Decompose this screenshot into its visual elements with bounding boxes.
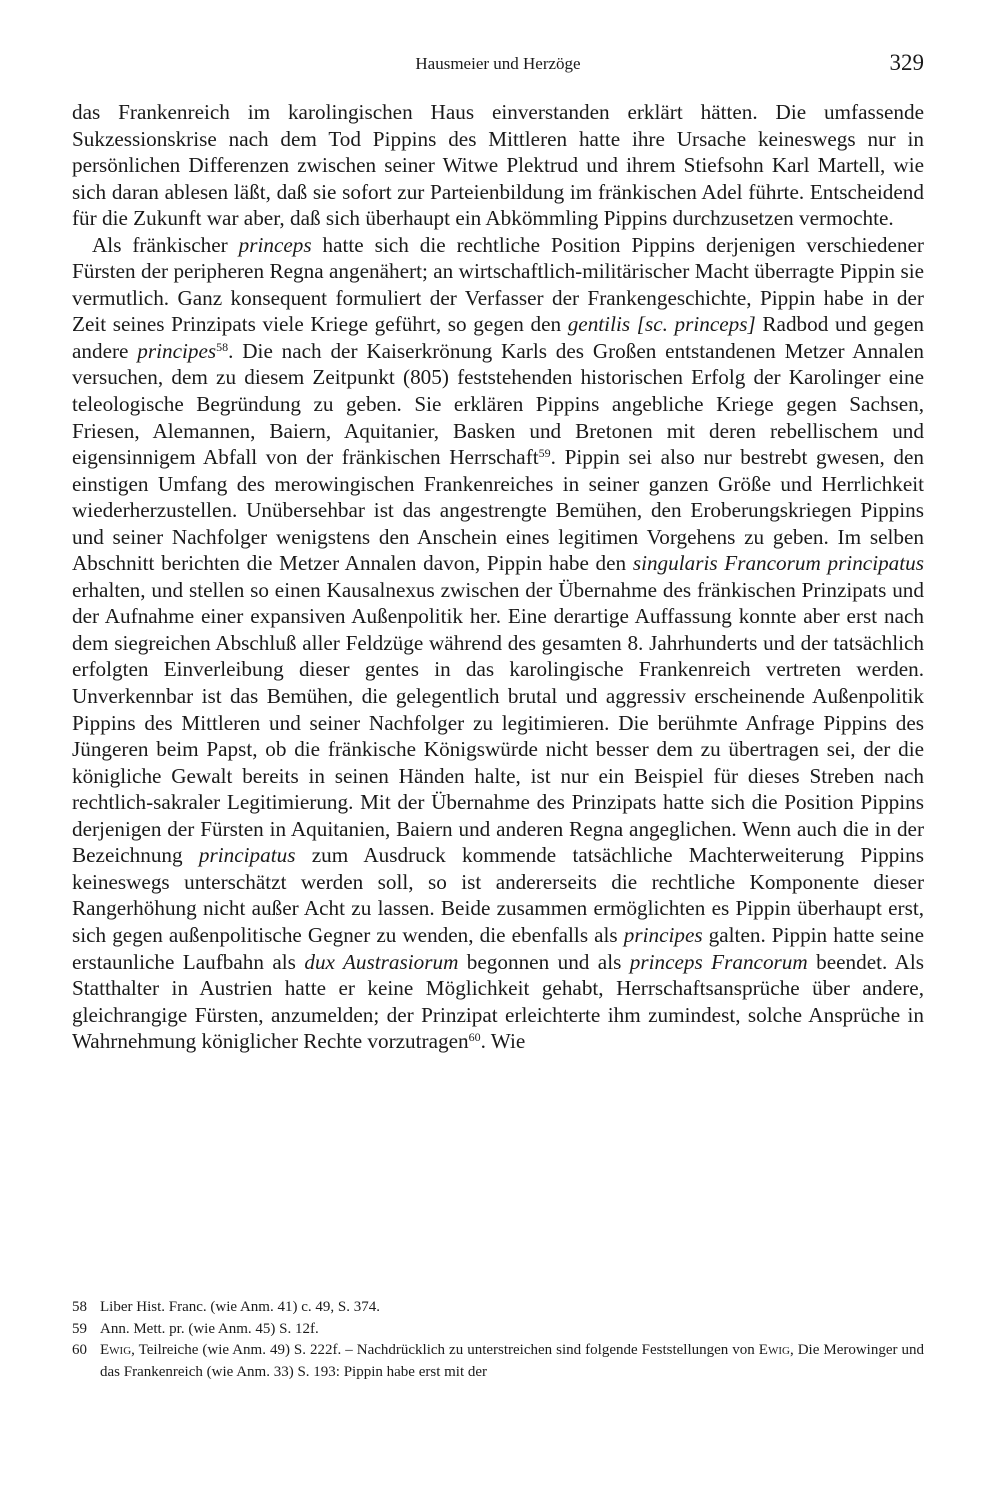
text-run: hatte sich die rechtliche Position Pippins derjenigen verschiedener Fürsten der peripheren Regna angenähert; an wirtschaftlich-militärischer Macht überragte Pippin sie vermutlich. Ganz konsequent formuliert der Verfasser der Frankengeschichte, Pippin habe in der Zeit seines Prinzipats viele Kriege geführt, so gegen den (72, 232, 924, 337)
text-run: zum Ausdruck kommende tatsächliche Machterweiterung Pippins keineswegs unterschätzt werden soll, so ist andererseits die rechtliche Komponente dieser Rangerhöhung nicht außer Acht zu lassen. Beide zusammen ermöglichten es Pippin überhaupt erst, sich gegen außenpolitische Gegner zu wenden, die ebenfalls als (72, 843, 924, 947)
footnote-ref-59[interactable]: 59 (538, 446, 551, 461)
italic-term: principes (623, 922, 703, 947)
text-run: , Teilreiche (wie Anm. 49) S. 222f. – Nachdrücklich zu unterstreichen sind folgende Feststellungen von (131, 1342, 759, 1358)
author-name: Ewig (758, 1342, 790, 1358)
footnote-text (100, 1340, 924, 1383)
footnote-number: 60 (72, 1342, 87, 1358)
author-name: Ewig (100, 1342, 132, 1358)
italic-term: principatus (198, 843, 296, 868)
text-run: Radbod und gegen andere (72, 312, 924, 363)
footnote-58 (72, 1297, 924, 1319)
running-head: Hausmeier und Herzöge (415, 54, 581, 73)
footnote-text: Liber Hist. Franc. (wie Anm. 41) c. 49, S. 374. (100, 1299, 380, 1315)
text-run: , Die Merowinger und das Frankenreich (wie Anm. 33) S. 193: Pippin habe erst mit der (100, 1342, 924, 1380)
footnote-text: Ann. Mett. pr. (wie Anm. 45) S. 12f. (100, 1320, 319, 1337)
footnote-60 (72, 1340, 924, 1383)
paragraph-2 (72, 232, 924, 1055)
text-run: . Pippin sei also nur bestrebt gwesen, den einstigen Umfang des merowingischen Frankenreiches in seiner ganzen Größe und Herrlichkeit wiederherzustellen. Unübersehbar ist das angestrengte Bemühen, den Eroberungskriegen Pippins und seiner Nachfolger wenigstens den Anschein eines legitimen Vorgehens zu geben. Im selben Abschnitt berichten die Metzer Annalen davon, Pippin habe den (72, 445, 924, 576)
italic-term: princeps Francorum (629, 949, 808, 974)
italic-term: singularis Francorum principatus (632, 551, 924, 576)
italic-term: gentilis [sc. princeps] (567, 312, 756, 337)
page-number: 329 (889, 50, 924, 75)
italic-term: principes (137, 338, 217, 363)
footnotes (72, 1297, 924, 1383)
text-run: Als fränkischer (92, 232, 239, 257)
text-run: begonnen und als (458, 949, 630, 974)
text-run: beendet. Als Statthalter in Austrien hatte er keine Möglichkeit gehabt, Herrschaftsansprüche über andere, gleichrangige Fürsten, anzumelden; der Prinzipat erleichterte ihm zumindest, solche Ansprüche in Wahrnehmung königlicher Rechte vorzutragen (72, 949, 924, 1054)
italic-term: princeps (238, 232, 312, 257)
footnote-ref-58[interactable]: 58 (216, 339, 229, 354)
footnote-number: 59 (72, 1320, 87, 1337)
footnote-number: 58 (72, 1299, 87, 1315)
text-run: erhalten, und stellen so einen Kausalnexus zwischen der Übernahme des fränkischen Prinzipats und der Aufnahme einer expansiven Außenpolitik her. Eine derartige Auffassung konnte aber erst nach dem siegreichen Abschluß aller Feldzüge während des gesamten 8. Jahrhunderts und der tatsächlich erfolgten Einverleibung dieser gentes in das karolingische Frankenreich vertreten werden. Unverkennbar ist das Bemühen, die gelegentlich brutal und aggressiv erscheinende Außenpolitik Pippins des Mittleren und seiner Nachfolger zu legitimieren. Die berühmte Anfrage Pippins des Jüngeren beim Papst, ob die fränkische Königswürde nicht besser dem zu übertragen sei, der die königliche Gewalt bereits in seinen Händen halte, ist nur ein Beispiel für dieses Streben nach rechtlich-sakraler Legitimierung. Mit der Übernahme des Prinzipats hatte sich die Position Pippins derjenigen der Fürsten in Aquitanien, Baiern und anderen Regna angeglichen. Wenn auch die in der Bezeichnung (72, 577, 924, 868)
footnote-ref-60[interactable]: 60 (468, 1030, 481, 1045)
italic-term: dux Austrasiorum (304, 949, 459, 974)
paragraph-1: das Frankenreich im karolingischen Haus einverstanden erklärt hätten. Die umfassende Sukzessionskrise nach dem Tod Pippins des Mittleren hatte ihre Ursache keineswegs nur in persönlichen Differenzen zwischen seiner Witwe Plektrud und ihrem Stiefsohn Karl Martell, wie sich daran ablesen läßt, daß sie sofort zur Parteienbildung im fränkischen Adel führte. Entscheidend für die Zukunft war aber, daß sich überhaupt ein Abkömmling Pippins durchzusetzen vermochte. (72, 100, 924, 231)
text-run: . Die nach der Kaiserkrönung Karls des Großen entstandenen Metzer Annalen versuchen, dem zu diesem Zeitpunkt (805) feststehenden historischen Erfolg der Karolinger eine teleologische Begründung zu geben. Sie erklären Pippins angebliche Kriege gegen Sachsen, Friesen, Alemannen, Baiern, Aquitanier, Basken und Bretonen mit deren rebellischem und eigensinnigem Abfall von der fränkischen Herrschaft (72, 338, 924, 470)
text-run: . Wie (480, 1029, 526, 1054)
body-text (72, 99, 924, 1055)
page-header (72, 52, 924, 80)
text-run: galten. Pippin hatte seine erstaunliche Laufbahn als (72, 922, 924, 974)
footnote-59 (72, 1319, 924, 1341)
